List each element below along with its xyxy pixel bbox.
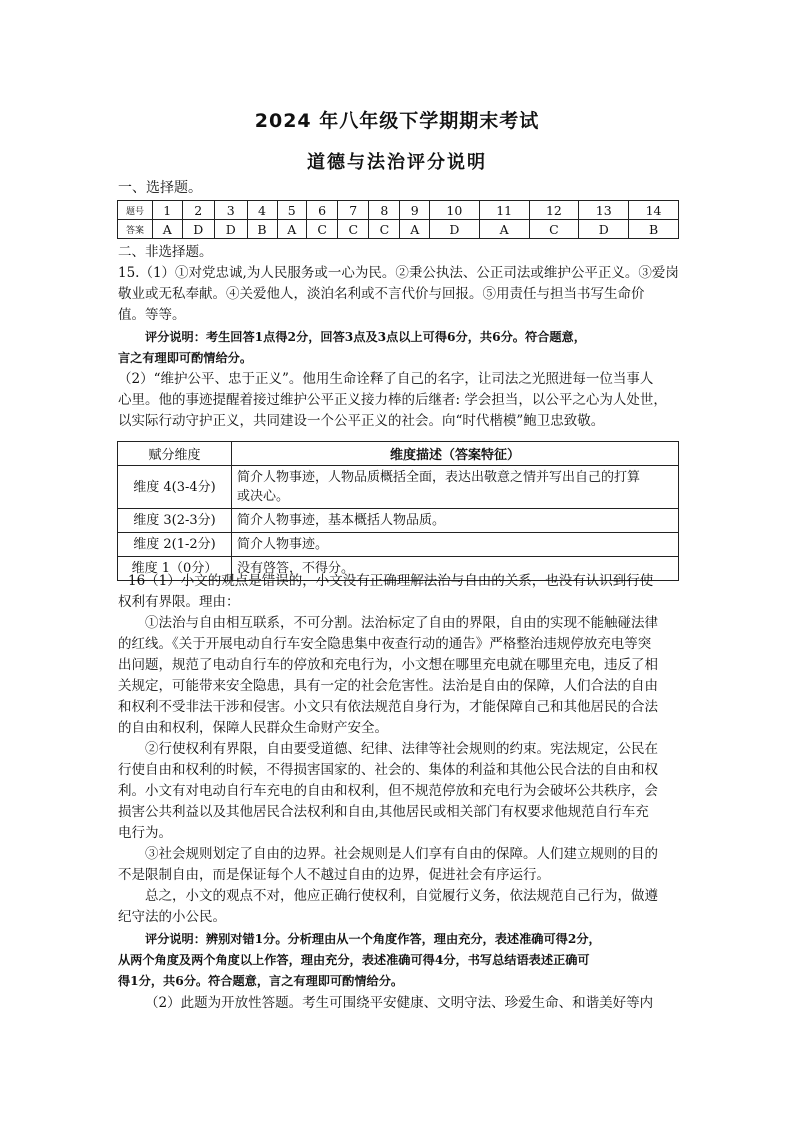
question-number: 1 xyxy=(153,201,183,220)
answer-cell: D xyxy=(579,220,629,239)
q16-answer-line: 的红线。《关于开展电动自行车安全隐患集中夜查行动的通告》严格整治违规停放充电等突 xyxy=(118,636,652,652)
answer-cell: D xyxy=(429,220,479,239)
q16-scoring-note: 评分说明：辨别对错1分。分析理由从一个角度作答，理由充分，表述准确可得2分， xyxy=(145,932,601,946)
q16-answer-line: 总之，小文的观点不对，他应正确行使权利，自觉履行义务，依法规范自己行为，做遵 xyxy=(145,888,658,904)
question-number: 10 xyxy=(429,201,479,220)
answer-cell: B xyxy=(247,220,277,239)
question-number: 13 xyxy=(579,201,629,220)
dimension-description: 简介人物事迹。 xyxy=(232,533,679,557)
q15-2-answer-line: （2）“维护公平、忠于正义”。他用生命诠释了自己的名字，让司法之光照进每一位当事人 xyxy=(118,371,654,387)
question-number: 6 xyxy=(307,201,338,220)
answer-cell: C xyxy=(307,220,338,239)
answer-table-header: 答案 xyxy=(118,220,153,239)
answer-table-number-row xyxy=(118,201,679,220)
answer-cell: B xyxy=(629,220,679,239)
dimension-row xyxy=(118,466,679,509)
question-number: 14 xyxy=(629,201,679,220)
answer-cell: D xyxy=(182,220,214,239)
q16-answer-line: 行使自由和权利的时候，不得损害国家的、社会的、集体的利益和其他公民合法的自由和权 xyxy=(118,762,658,778)
answer-table-header: 题号 xyxy=(118,201,153,220)
q15-answer-line: 15.（1）①对党忠诚,为人民服务或一心为民。②秉公执法、公正司法或维护公平正义。③爱岗 xyxy=(118,265,679,281)
dimension-description: 没有啓答，不得分。 xyxy=(232,557,679,581)
q16-answer-line: 不是限制自由，而是保证每个人不越过自由的边界，促进社会有序运行。 xyxy=(118,867,550,883)
q15-scoring-note: 言之有理即可酌情给分。 xyxy=(118,351,253,365)
q16-answer-line: ③社会规则划定了自由的边界。社会规则是人们享有自由的保障。人们建立规则的目的 xyxy=(145,846,658,862)
answer-cell: D xyxy=(215,220,247,239)
dimension-row xyxy=(118,509,679,533)
answer-table-answer-row xyxy=(118,220,679,239)
question-number: 3 xyxy=(215,201,247,220)
description-col-header: 维度描述（答案特征） xyxy=(232,442,679,466)
question-number: 4 xyxy=(247,201,277,220)
answer-cell: A xyxy=(479,220,529,239)
dimension-description xyxy=(232,466,679,509)
dimension-row xyxy=(118,533,679,557)
answer-cell: C xyxy=(338,220,369,239)
question-number: 5 xyxy=(277,201,307,220)
dimension-level: 维度 2(1-2分) xyxy=(118,533,232,557)
q16-answer-line: 损害公共利益以及其他居民合法权利和自由,其他居民或相关部门有权要求他规范自行车充 xyxy=(118,804,649,820)
question-number: 8 xyxy=(369,201,400,220)
dimension-level: 维度 4(3-4分) xyxy=(118,466,232,509)
q15-scoring-note: 评分说明：考生回答1点得2分，回答3点及3点以上可得6分，共6分。符合题意， xyxy=(145,330,586,344)
answer-cell: C xyxy=(529,220,579,239)
q16-answer-line: 的自由和权利，保障人民群众生命财产安全。 xyxy=(118,720,388,736)
answer-cell: C xyxy=(369,220,400,239)
answer-table xyxy=(117,200,679,239)
section-choice-heading: 一、选择题。 xyxy=(118,180,202,196)
question-number: 12 xyxy=(529,201,579,220)
page-subtitle: 道德与法治评分说明 xyxy=(307,152,487,173)
q16-answer-line: 权利有界限。理由： xyxy=(118,594,240,610)
q15-2-answer-line: 以实际行动守护正义，共同建设一个公平正义的社会。向“时代楷模”鲍卫忠致敬。 xyxy=(118,413,605,429)
question-number: 11 xyxy=(479,201,529,220)
q16-answer-line: ①法治与自由相互联系，不可分割。法治标定了自由的界限，自由的实现不能触碰法律 xyxy=(145,615,658,631)
question-number: 7 xyxy=(338,201,369,220)
scoring-dimension-table xyxy=(117,441,679,581)
description-line: 或决心。 xyxy=(237,489,290,504)
q16-answer-line: ②行使权利有界限，自由要受道德、纪律、法律等社会规则的约束。宪法规定，公民在 xyxy=(145,741,658,757)
q16-answer-line: 和权利不受非法干涉和侵害。小文只有依法规范自身行为，才能保障自己和其他居民的合法 xyxy=(118,699,658,715)
q15-answer-line: 敬业或无私奉献。④关爱他人，淡泊名利或不言代价与回报。⑤用责任与担当书写生命价 xyxy=(118,286,645,302)
q16-answer-line: 16（1）小文的观点是错误的，小文没有正确理解法治与自由的关系，也没有认识到行使 xyxy=(128,573,654,589)
answer-cell: A xyxy=(153,220,183,239)
q16-answer-line: 纪守法的小公民。 xyxy=(118,909,226,925)
q15-answer-line: 值。等等。 xyxy=(118,307,186,323)
q16-answer-line: 利。小文有对电动自行车充电的自由和权利，但不规范停放和充电行为会破坏公共秩序，会 xyxy=(118,783,658,799)
answer-cell: A xyxy=(400,220,430,239)
q16-answer-line: 电行为。 xyxy=(118,825,172,841)
dimension-col-header: 赋分维度 xyxy=(118,442,232,466)
description-line: 简介人物事迹，人物品质概括全面，表达出敬意之情并写出自己的打算 xyxy=(237,470,641,485)
q16-answer-line: 出问题，规范了电动自行车的停放和充电行为，小文想在哪里充电就在哪里充电，违反了相 xyxy=(118,657,658,673)
question-number: 2 xyxy=(182,201,214,220)
question-number: 9 xyxy=(400,201,430,220)
page-title: 2024 年八年级下学期期末考试 xyxy=(254,110,540,132)
q15-2-answer-line: 心里。他的事迹提醒着接过维护公平正义接力棒的后继者: 学会担当，以公平之心为人处世， xyxy=(118,392,667,408)
dimension-table-header-row xyxy=(118,442,679,466)
q16-answer-line: 关规定，可能带来安全隐患，具有一定的社会危害性。法治是自由的保障，人们合法的自由 xyxy=(118,678,658,694)
dimension-description: 简介人物事迹，基本概括人物品质。 xyxy=(232,509,679,533)
answer-cell: A xyxy=(277,220,307,239)
q16-scoring-note: 从两个角度及两个角度以上作答，理由充分，表述准确可得4分，书写总结语表述正确可 xyxy=(118,953,590,967)
q16-scoring-note: 得1分，共6分。符合题意，言之有理即可酌情给分。 xyxy=(118,974,404,988)
dimension-level: 维度 1（0分） xyxy=(118,557,232,581)
q16-2-answer-line: （2）此题为开放性答题。考生可围绕平安健康、文明守法、珍爱生命、和谐美好等内 xyxy=(145,995,654,1011)
section-nonchoice-heading: 二、非选择题。 xyxy=(118,244,213,260)
dimension-level: 维度 3(2-3分) xyxy=(118,509,232,533)
